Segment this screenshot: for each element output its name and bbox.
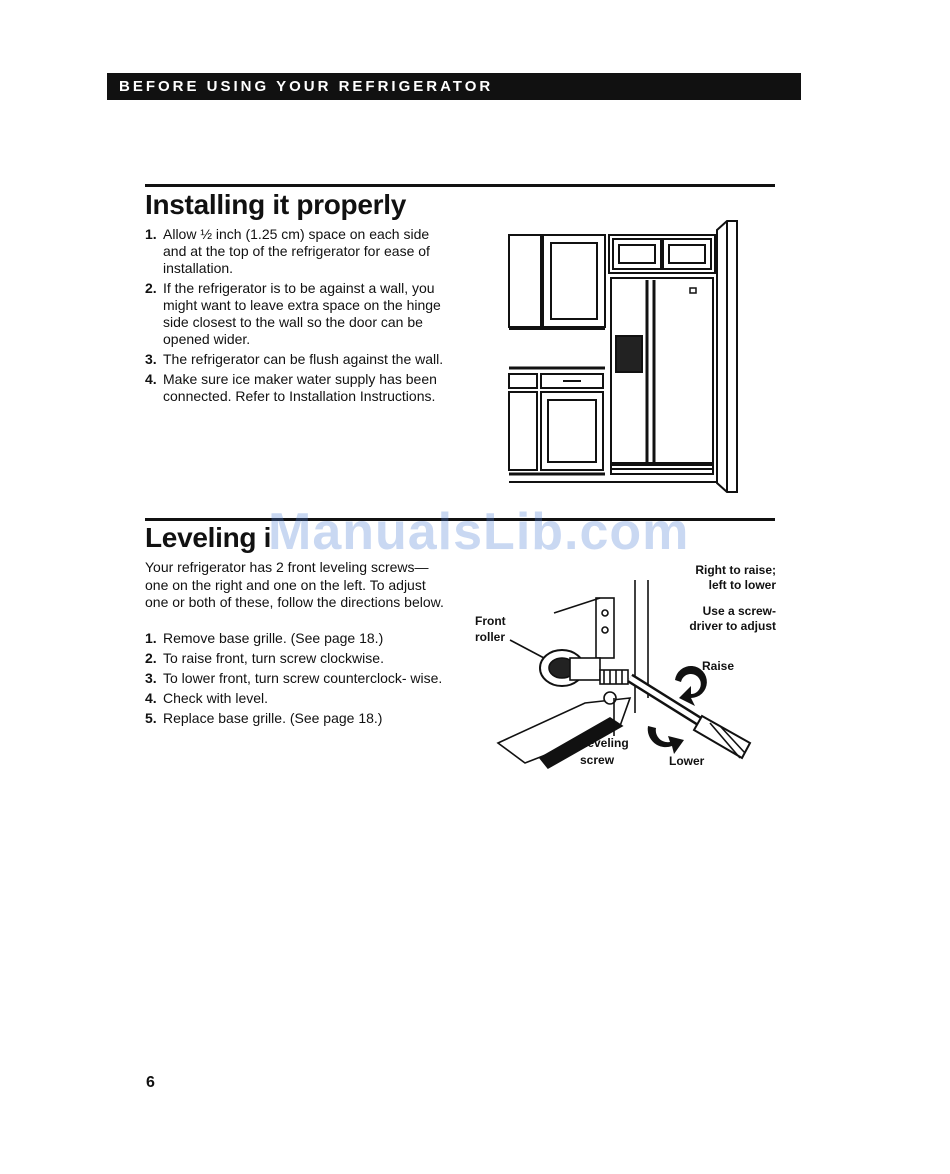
step-text: Replace base grille. (See page 18.) bbox=[163, 710, 383, 726]
step-text: To raise front, turn screw clockwise. bbox=[163, 650, 384, 666]
leveling-screw-illustration bbox=[470, 558, 790, 778]
watermark: ManualsLib.com bbox=[268, 503, 690, 561]
bracket bbox=[596, 598, 614, 658]
front-roller bbox=[540, 650, 600, 686]
page-number: 6 bbox=[146, 1074, 155, 1091]
list-item bbox=[145, 351, 445, 368]
front-roller-label-1: Front bbox=[475, 614, 506, 628]
right-to-raise-label-1: Right to raise; bbox=[695, 563, 776, 577]
lower-cabinet-left bbox=[509, 392, 537, 470]
list-item bbox=[145, 690, 445, 707]
list-item bbox=[145, 226, 445, 277]
leveling-intro: Your refrigerator has 2 front leveling screws—one on the right and one on the left. To adjust one or both of these, follow the directions below. bbox=[145, 559, 444, 610]
lower-label: Lower bbox=[669, 754, 705, 768]
step-number: 3. bbox=[145, 351, 157, 367]
step-text: The refrigerator can be flush against the wall. bbox=[163, 351, 444, 367]
list-item bbox=[145, 710, 445, 727]
step-number: 2. bbox=[145, 650, 157, 666]
step-text: Remove base grille. (See page 18.) bbox=[163, 630, 384, 646]
step-number: 1. bbox=[145, 226, 157, 242]
upper-cabinet-door bbox=[543, 235, 605, 327]
lower-cabinet-door bbox=[541, 392, 603, 470]
list-item bbox=[145, 630, 445, 647]
step-text: To lower front, turn screw counterclock- wise. bbox=[163, 670, 443, 686]
list-item bbox=[145, 280, 445, 348]
step-text: Allow ½ inch (1.25 cm) space on each side and at the top of the refrigerator for ease of installation. bbox=[163, 226, 430, 276]
step-number: 2. bbox=[145, 280, 157, 296]
screwdriver-label-2: driver to adjust bbox=[689, 619, 776, 633]
screwdriver-label-1: Use a screw- bbox=[702, 604, 776, 618]
step-text: Make sure ice maker water supply has been connected. Refer to Installation Instructions. bbox=[163, 371, 437, 404]
step-text: Check with level. bbox=[163, 690, 269, 706]
installing-title: Installing it properly bbox=[145, 189, 406, 220]
raise-label: Raise bbox=[702, 659, 735, 673]
section-banner: BEFORE USING YOUR REFRIGERATOR bbox=[107, 73, 801, 100]
step-number: 4. bbox=[145, 371, 157, 387]
list-item bbox=[145, 371, 445, 405]
leveling-screw-label-1: Leveling bbox=[580, 736, 629, 750]
leveling-steps bbox=[145, 630, 445, 730]
step-number: 3. bbox=[145, 670, 157, 686]
right-to-raise-label-2: left to lower bbox=[708, 578, 776, 592]
list-item bbox=[145, 650, 445, 667]
step-number: 5. bbox=[145, 710, 157, 726]
installing-steps bbox=[145, 226, 445, 408]
step-number: 1. bbox=[145, 630, 157, 646]
list-item bbox=[145, 670, 445, 687]
step-text: If the refrigerator is to be against a wall, you might want to leave extra space on the hinge side closest to the wall so the door can be opened wider. bbox=[163, 280, 441, 347]
leveling-screw-label-2: screw bbox=[580, 753, 615, 767]
ice-dispenser bbox=[616, 336, 642, 372]
leveling-title: Leveling i bbox=[145, 522, 272, 553]
upper-cabinet-left bbox=[509, 235, 541, 327]
front-roller-label-2: roller bbox=[475, 630, 506, 644]
lower-arrow-icon bbox=[648, 726, 684, 754]
refrigerator-installation-illustration bbox=[505, 218, 745, 498]
step-number: 4. bbox=[145, 690, 157, 706]
refrigerator bbox=[611, 278, 713, 474]
section-rule bbox=[145, 184, 775, 187]
